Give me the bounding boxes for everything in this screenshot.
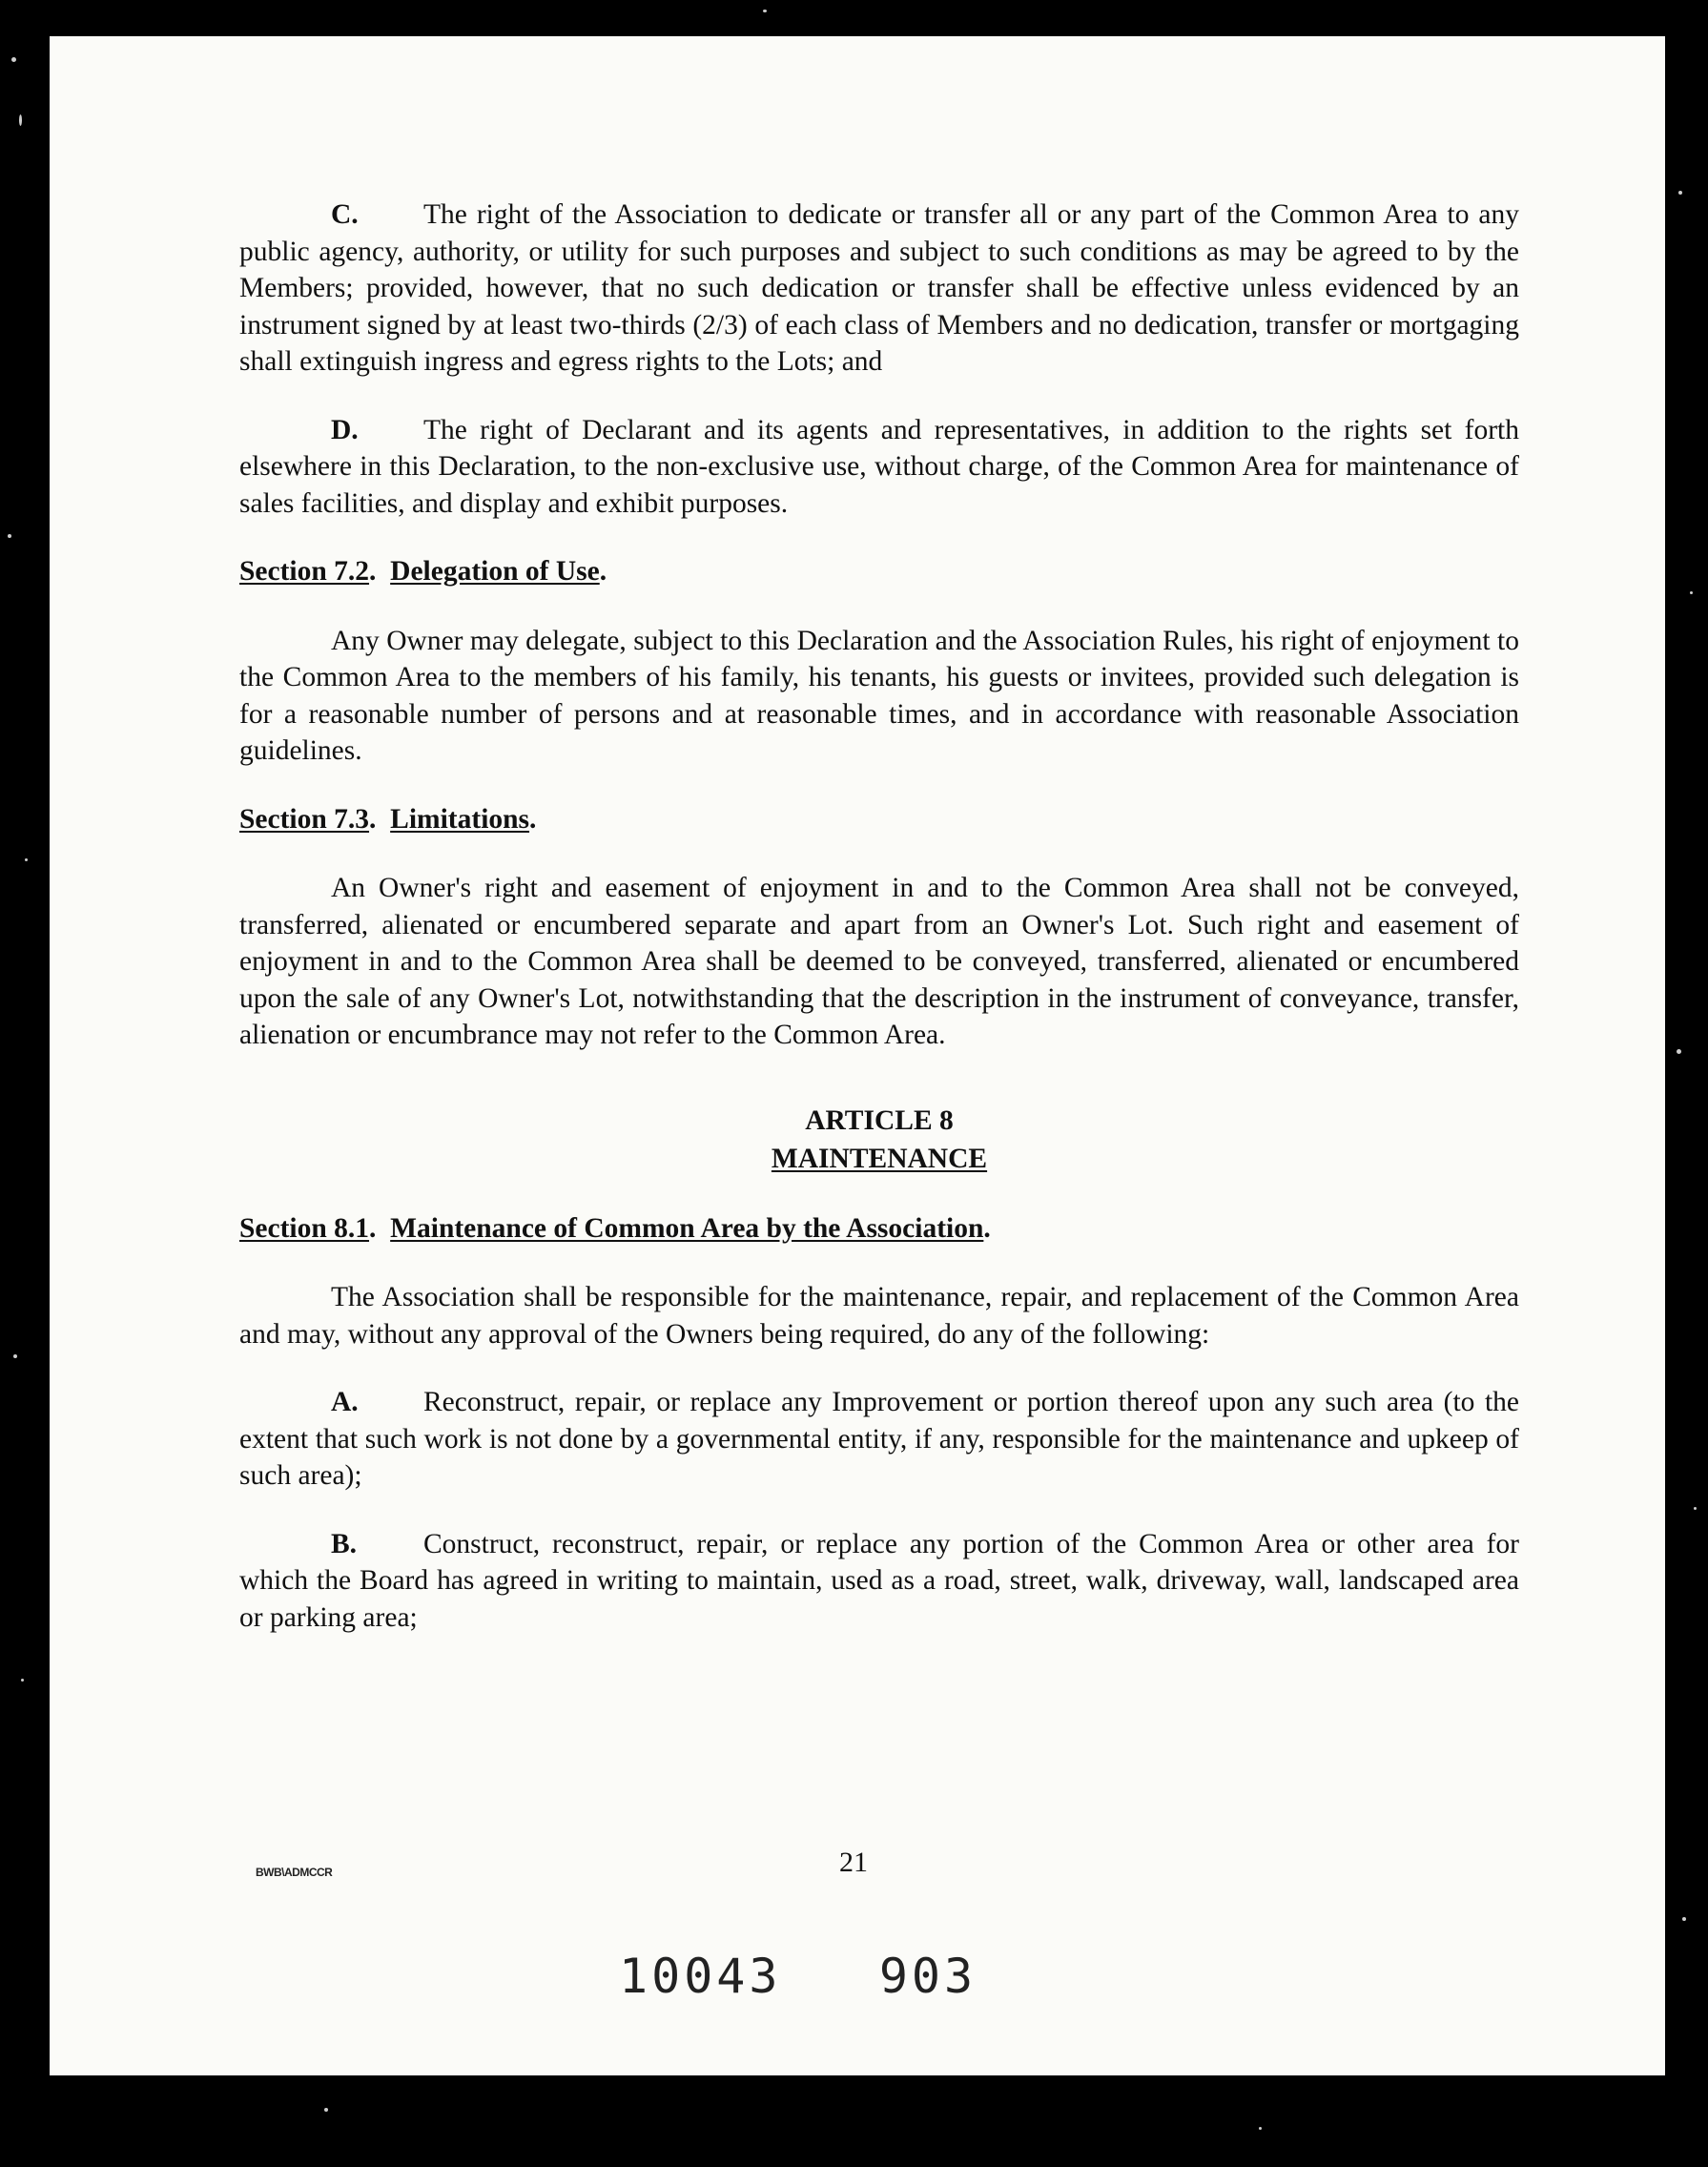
section-7-2-text: Any Owner may delegate, subject to this Declaration and the Association Rules, his right of enjoyment to the Common Area to the members of his family, his tenants, his guests or invitees, provided such delegation is for a reasonable number of persons and at reasonable times, and in accordance with reasonable Association guidelines. xyxy=(239,625,1519,766)
document-body xyxy=(239,196,1519,1667)
section-7-3-text: An Owner's right and easement of enjoyment in and to the Common Area shall not be conveyed, transferred, alienated or encumbered separate and apart from an Owner's Lot. Such right and easement of enjoyment in and to the Common Area shall be deemed to be conveyed, transferred, alienated or encumbered upon the sale of any Owner's Lot, notwithstanding that the description in the instrument of conveyance, transfer, alienation or encumbrance may not refer to the Common Area. xyxy=(239,873,1519,1050)
paragraph-label: C. xyxy=(331,199,359,230)
stamp-left: 10043 xyxy=(619,1949,782,2004)
section-title: Limitations xyxy=(390,803,530,835)
paragraph-text: The right of Declarant and its agents and representatives, in addition to the rights set forth elsewhere in this Declaration, to the non-exclusive use, without charge, of the Common Area for maintenance of sales facilities, and display and exhibit purposes. xyxy=(239,414,1519,519)
scan-speck xyxy=(13,1354,17,1358)
section-number: Section 7.3 xyxy=(239,803,370,835)
section-7-3-heading: Section 7.3. Limitations. xyxy=(239,803,537,835)
scan-speck xyxy=(21,1679,24,1682)
section-title: Maintenance of Common Area by the Association xyxy=(390,1212,984,1244)
paragraph-b xyxy=(239,1526,1519,1637)
scan-speck xyxy=(25,858,28,861)
scan-speck xyxy=(1690,591,1693,594)
page-number: 21 xyxy=(839,1847,868,1878)
scan-speck xyxy=(1678,191,1682,195)
footer-code: BWB\ADMCCR xyxy=(256,1866,333,1879)
scan-speck xyxy=(8,534,11,538)
paragraph-d xyxy=(239,412,1519,523)
scan-speck xyxy=(11,57,16,62)
paragraph-text: Construct, reconstruct, repair, or replace any portion of the Common Area or other area for which the Board has agreed in writing to maintain, used as a road, street, walk, driveway, wall, landscaped area or parking area; xyxy=(239,1528,1519,1633)
section-8-1-heading: Section 8.1. Maintenance of Common Area by the Association. xyxy=(239,1212,991,1244)
paragraph-text: Reconstruct, repair, or replace any Improvement or portion thereof upon any such area (to the extent that such work is not done by a governmental entity, if any, responsible for the maintenance and upkeep of such area); xyxy=(239,1387,1519,1491)
section-title: Delegation of Use xyxy=(390,556,600,587)
section-number: Section 8.1 xyxy=(239,1212,370,1244)
scan-speck xyxy=(763,10,767,12)
section-number: Section 7.2 xyxy=(239,556,370,587)
article-title: MAINTENANCE xyxy=(771,1143,988,1174)
paragraph-c xyxy=(239,196,1519,381)
paragraph-text: The right of the Association to dedicate or transfer all or any part of the Common Area to any public agency, authority, or utility for such purposes and subject to such conditions as may be agreed to by the Members; provided, however, that no such dedication or transfer shall be effective unless evidenced by an instrument signed by at least two-thirds (2/3) of each class of Members and no dedication, transfer or mortgaging shall extinguish ingress and egress rights to the Lots; and xyxy=(239,199,1519,377)
paragraph-label: D. xyxy=(331,414,359,445)
stamp-right: 903 xyxy=(878,1949,977,2004)
scan-speck xyxy=(1677,1049,1681,1054)
section-7-2-heading: Section 7.2. Delegation of Use. xyxy=(239,556,607,587)
scan-speck xyxy=(1682,1917,1686,1921)
article-number: ARTICLE 8 xyxy=(805,1104,954,1136)
scan-speck xyxy=(19,114,22,126)
section-8-1-text: The Association shall be responsible for the maintenance, repair, and replacement of the Common Area and may, without any approval of the Owners being required, do any of the following: xyxy=(239,1282,1519,1350)
scan-speck xyxy=(1259,2127,1262,2130)
scan-speck xyxy=(1694,1507,1697,1510)
paragraph-label: B. xyxy=(331,1528,358,1559)
paragraph-label: A. xyxy=(331,1387,359,1417)
document-page xyxy=(50,36,1665,2075)
paragraph-a xyxy=(239,1384,1519,1495)
article-8-heading xyxy=(239,1102,1519,1178)
scan-speck xyxy=(324,2108,328,2112)
document-stamp-number xyxy=(619,1949,977,2004)
